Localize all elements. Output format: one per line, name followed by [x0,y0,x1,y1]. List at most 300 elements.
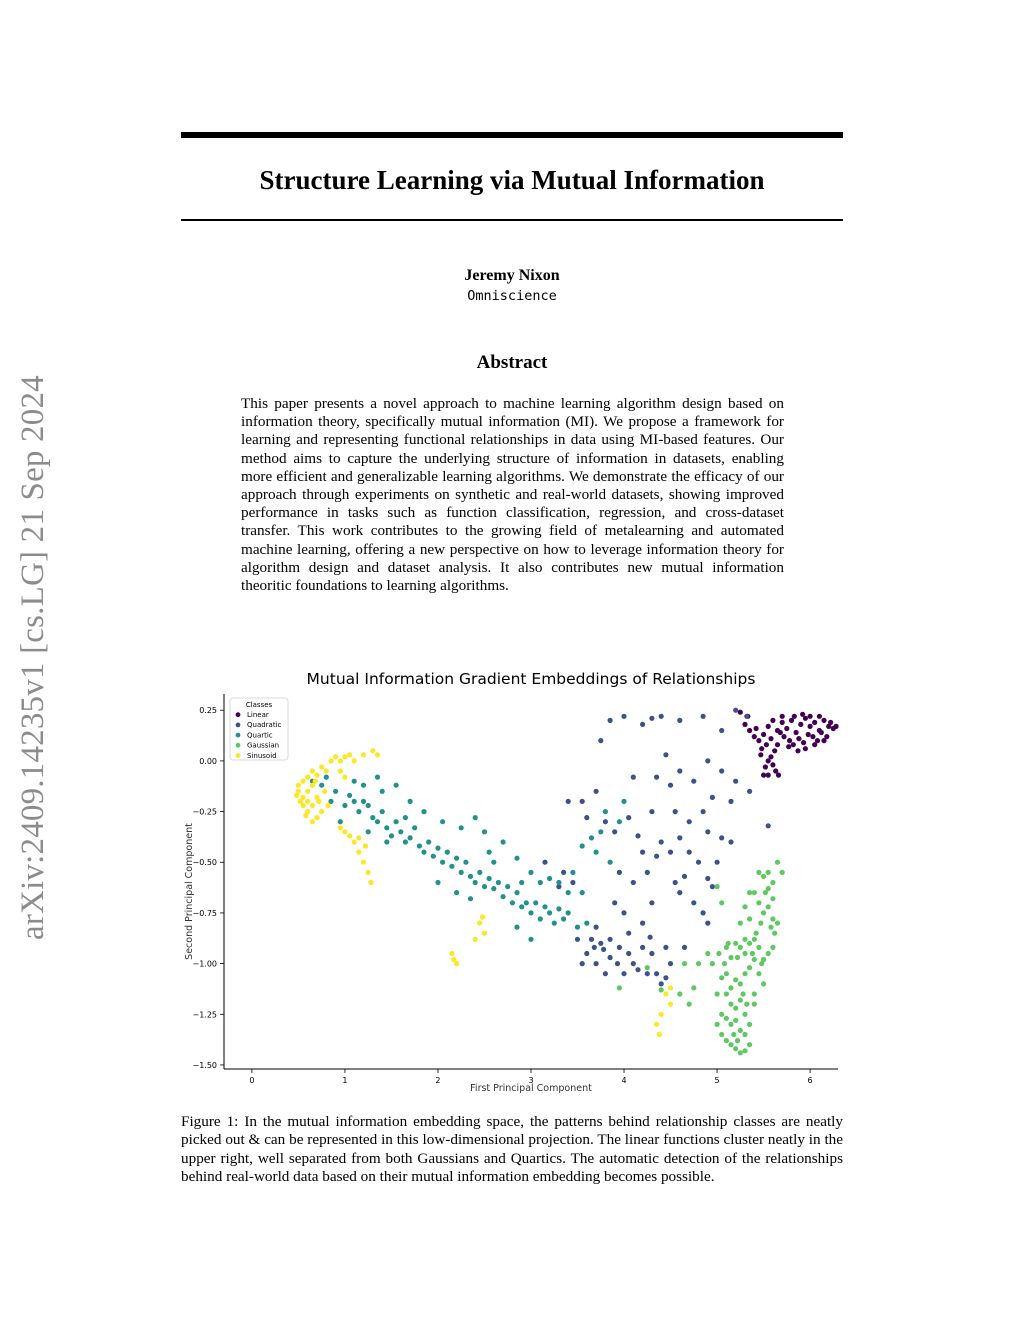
data-point-sinusoid [328,758,333,763]
data-point-sinusoid [668,985,673,990]
data-point-sinusoid [326,803,331,808]
data-point-gaussian [761,981,766,986]
data-point-sinusoid [347,833,352,838]
data-point-quadratic [626,951,631,956]
data-point-linear [821,738,826,743]
data-point-quartic [473,880,478,885]
title-top-rule [181,132,843,138]
data-point-quartic [487,876,492,881]
data-point-linear [756,738,761,743]
y-tick-label: −1.25 [192,1010,217,1020]
data-point-quadratic [654,775,659,780]
data-point-quartic [598,829,603,834]
data-point-quartic [621,799,626,804]
data-point-quadratic [561,870,566,875]
data-point-quadratic [640,945,645,950]
data-point-linear [768,736,773,741]
data-point-quadratic [592,945,597,950]
data-point-gaussian [724,1038,729,1043]
data-point-gaussian [682,961,687,966]
data-point-linear [763,764,768,769]
data-point-quadratic [654,971,659,976]
data-point-gaussian [735,1038,740,1043]
data-point-sinusoid [361,860,366,865]
data-point-linear [784,726,789,731]
data-point-quadratic [687,850,692,855]
data-point-linear [766,758,771,763]
data-point-quartic [580,890,585,895]
data-point-gaussian [747,941,752,946]
data-point-linear [806,732,811,737]
data-point-gaussian [691,985,696,990]
data-point-quadratic [719,728,724,733]
legend-marker-quartic [236,733,241,738]
x-tick-label: 4 [621,1076,627,1085]
data-point-linear [761,732,766,737]
data-point-linear [770,718,775,723]
data-point-quartic [426,839,431,844]
data-point-gaussian [710,961,715,966]
data-point-quartic [580,843,585,848]
data-point-quartic [556,906,561,911]
data-point-quadratic [640,921,645,926]
y-tick-label: −0.50 [192,858,217,868]
data-point-sinusoid [657,1032,662,1037]
data-point-sinusoid [310,819,315,824]
data-point-gaussian [742,1032,747,1037]
data-point-quadratic [663,975,668,980]
data-point-sinusoid [363,843,368,848]
data-point-gaussian [775,860,780,865]
data-point-quartic [514,925,519,930]
data-point-quadratic [733,779,738,784]
data-point-quadratic [584,815,589,820]
data-point-gaussian [716,951,721,956]
data-point-gaussian [744,1002,749,1007]
data-point-quadratic [673,809,678,814]
data-point-quadratic [626,931,631,936]
data-point-quartic [403,815,408,820]
data-point-linear [795,748,800,753]
data-point-quadratic [719,835,724,840]
data-point-quadratic [580,799,585,804]
x-tick-label: 6 [807,1076,813,1085]
data-point-quadratic [594,925,599,930]
data-point-quadratic [701,714,706,719]
data-point-gaussian [754,931,759,936]
legend-title: Classes [245,701,273,709]
data-point-quartic [547,910,552,915]
data-point-gaussian [738,1028,743,1033]
x-tick-label: 0 [249,1076,255,1085]
data-point-linear [781,734,786,739]
data-point-sinusoid [375,752,380,757]
data-point-quartic [501,894,506,899]
data-point-linear [759,746,764,751]
data-point-gaussian [742,904,747,909]
data-point-quartic [547,876,552,881]
data-point-quartic [403,839,408,844]
data-point-quartic [575,925,580,930]
data-point-quartic [449,864,454,869]
author-name: Jeremy Nixon [464,267,560,284]
data-point-quadratic [566,799,571,804]
data-point-quartic [421,809,426,814]
x-tick-label: 1 [342,1076,348,1085]
data-point-quadratic [601,947,606,952]
data-point-linear [742,722,747,727]
data-point-quadratic [701,809,706,814]
data-point-quadratic [615,961,620,966]
data-point-gaussian [687,1002,692,1007]
data-point-quartic [440,860,445,865]
legend-marker-quadratic [236,723,241,728]
data-point-linear [798,722,803,727]
data-point-gaussian [756,900,761,905]
chart-title: Mutual Information Gradient Embeddings of Relationships [306,670,756,688]
data-point-sinusoid [473,937,478,942]
data-point-quadratic [673,880,678,885]
data-point-linear [791,742,796,747]
data-point-sinusoid [314,773,319,778]
data-point-gaussian [752,1002,757,1007]
data-point-sinusoid [356,850,361,855]
data-point-quartic [454,890,459,895]
data-point-quadratic [589,937,594,942]
data-point-quadratic [612,900,617,905]
data-point-sinusoid [659,1012,664,1017]
data-point-gaussian [766,870,771,875]
data-point-gaussian [752,991,757,996]
data-point-quartic [347,793,352,798]
data-point-quartic [370,815,375,820]
data-point-quadratic [733,708,738,713]
data-point-quartic [389,833,394,838]
data-point-quadratic [719,768,724,773]
data-point-quartic [435,846,440,851]
data-point-quartic [361,783,366,788]
data-point-quadratic [649,900,654,905]
data-point-linear [758,752,763,757]
data-point-sinusoid [356,835,361,840]
data-point-gaussian [747,916,752,921]
legend-label-quartic: Quartic [247,731,273,740]
data-point-gaussian [766,904,771,909]
data-point-gaussian [728,955,733,960]
data-point-sinusoid [314,815,319,820]
data-point-quartic [505,884,510,889]
data-point-quadratic [728,799,733,804]
data-point-sinusoid [305,789,310,794]
data-point-gaussian [761,910,766,915]
data-point-quadratic [668,961,673,966]
data-point-quadratic [677,890,682,895]
data-point-gaussian [747,1022,752,1027]
data-point-sinusoid [310,803,315,808]
data-point-quartic [408,799,413,804]
data-point-quadratic [687,819,692,824]
data-point-gaussian [770,880,775,885]
data-point-sinusoid [310,768,315,773]
data-point-quartic [417,843,422,848]
data-point-gaussian [756,945,761,950]
data-point-quadratic [728,839,733,844]
data-point-gaussian [738,998,743,1003]
data-point-linear [794,730,799,735]
data-point-quartic [352,799,357,804]
data-point-gaussian [775,921,780,926]
data-point-gaussian [770,916,775,921]
data-point-quartic [570,870,575,875]
data-point-sinusoid [303,813,308,818]
data-point-gaussian [766,951,771,956]
data-point-sinusoid [352,839,357,844]
data-point-quartic [566,890,571,895]
y-tick-label: 0.25 [199,706,217,716]
y-tick-label: −0.75 [192,908,217,918]
data-point-quadratic [621,714,626,719]
legend-marker-linear [236,712,241,717]
data-point-gaussian [715,884,720,889]
data-point-gaussian [724,971,729,976]
data-point-quadratic [594,789,599,794]
data-point-linear [772,748,777,753]
data-point-quartic [519,904,524,909]
data-point-sinusoid [338,768,343,773]
data-point-quartic [608,860,613,865]
data-point-quadratic [705,921,710,926]
data-point-linear [800,712,805,717]
data-point-quartic [384,839,389,844]
legend-marker-gaussian [236,743,241,748]
data-point-gaussian [617,985,622,990]
data-point-quartic [552,921,557,926]
data-point-linear [780,720,785,725]
data-point-sinusoid [361,752,366,757]
data-point-quadratic [654,854,659,859]
data-point-quartic [617,819,622,824]
data-point-quadratic [631,775,636,780]
data-point-sinusoid [663,991,668,996]
legend-label-quadratic: Quadratic [247,721,282,730]
data-point-gaussian [719,975,724,980]
data-point-quartic [561,916,566,921]
legend-label-gaussian: Gaussian [247,741,280,750]
data-point-sinusoid [294,793,299,798]
data-point-quadratic [603,819,608,824]
data-point-quartic [356,809,361,814]
data-point-gaussian [722,961,727,966]
data-point-gaussian [733,977,738,982]
data-point-quartic [538,880,543,885]
data-point-linear [752,734,757,739]
paper-title: Structure Learning via Mutual Information [259,165,765,195]
data-point-quartic [324,775,329,780]
data-point-linear [787,738,792,743]
data-point-quadratic [635,833,640,838]
data-point-quartic [514,890,519,895]
data-point-quadratic [715,860,720,865]
data-point-sinusoid [342,754,347,759]
data-point-quadratic [691,900,696,905]
data-point-gaussian [758,921,763,926]
data-point-quadratic [649,716,654,721]
data-point-sinusoid [322,789,327,794]
data-point-quartic [366,829,371,834]
data-point-gaussian [741,991,746,996]
x-tick-label: 5 [714,1076,720,1085]
data-point-quartic [408,835,413,840]
data-point-quartic [352,779,357,784]
data-point-gaussian [728,1002,733,1007]
data-point-gaussian [750,951,755,956]
data-point-gaussian [719,1032,724,1037]
data-point-quartic [375,819,380,824]
data-point-quartic [487,850,492,855]
data-point-quartic [333,789,338,794]
data-point-linear [778,730,783,735]
data-point-gaussian [735,955,740,960]
data-point-quartic [566,910,571,915]
data-point-gaussian [645,965,650,970]
data-point-linear [834,724,839,729]
data-point-quadratic [705,758,710,763]
data-point-linear [764,742,769,747]
data-point-linear [747,728,752,733]
data-point-sinusoid [480,914,485,919]
data-point-quartic [459,870,464,875]
data-point-sinusoid [342,775,347,780]
data-point-quartic [556,880,561,885]
data-point-gaussian [742,971,747,976]
data-point-quartic [463,860,468,865]
data-point-sinusoid [313,779,318,784]
data-point-quartic [394,783,399,788]
data-point-quadratic [640,722,645,727]
data-point-gaussian [770,896,775,901]
data-point-quadratic [575,937,580,942]
data-point-sinusoid [654,1022,659,1027]
data-point-quartic [594,850,599,855]
data-point-quadratic [705,829,710,834]
data-point-gaussian [733,1006,738,1011]
data-point-quartic [584,921,589,926]
data-point-linear [775,742,780,747]
data-point-sinusoid [482,931,487,936]
data-point-quadratic [631,880,636,885]
data-point-quadratic [542,860,547,865]
data-point-linear [796,736,801,741]
data-point-quadratic [612,829,617,834]
data-point-sinusoid [338,758,343,763]
data-point-quadratic [682,874,687,879]
data-point-gaussian [728,1022,733,1027]
data-point-quadratic [621,971,626,976]
data-point-quartic [375,775,380,780]
data-point-gaussian [719,1012,724,1017]
data-point-linear [780,714,785,719]
data-point-linear [808,714,813,719]
data-point-quadratic [649,809,654,814]
data-point-quadratic [710,795,715,800]
data-point-sinusoid [352,758,357,763]
figure-caption: Figure 1: In the mutual information embedding space, the patterns behind relationship classes are neatly picked out & can be represented in this low-dimensional projection. The linear functions cluster neatly in the upper right, well separated from both Gaussians and Quartics. The automatic detection of the relationships behind real-world data based on their mutual information embedding becomes possible. [181,1113,843,1186]
data-point-quadratic [617,870,622,875]
data-point-linear [766,724,771,729]
data-point-quartic [491,860,496,865]
data-point-quadratic [645,870,650,875]
legend-marker-sinusoid [236,753,241,758]
data-point-gaussian [752,937,757,942]
data-point-quartic [473,815,478,820]
x-axis-label: First Principal Component [470,1083,592,1094]
data-point-quartic [338,819,343,824]
data-point-sinusoid [324,768,329,773]
data-point-quartic [528,870,533,875]
data-point-linear [812,742,817,747]
data-point-gaussian [738,945,743,950]
data-point-gaussian [724,991,729,996]
data-point-gaussian [738,1050,743,1055]
data-point-quadratic [594,961,599,966]
data-point-gaussian [742,937,747,942]
legend-label-linear: Linear [247,711,269,719]
data-point-sinusoid [301,779,306,784]
data-point-quartic [542,904,547,909]
data-point-sinusoid [296,783,301,788]
data-point-quadratic [744,714,749,719]
data-point-quartic [421,850,426,855]
data-point-sinusoid [449,951,454,956]
data-point-quadratic [668,850,673,855]
data-point-quartic [589,835,594,840]
data-point-gaussian [742,1012,747,1017]
data-point-gaussian [761,874,766,879]
data-point-quadratic [608,937,613,942]
data-point-gaussian [696,961,701,966]
data-point-linear [808,724,813,729]
data-point-sinusoid [338,825,343,830]
scatter-figure [180,664,844,1100]
data-point-linear [754,726,759,731]
data-point-gaussian [731,1032,736,1037]
data-point-quartic [524,900,529,905]
data-point-quadratic [705,876,710,881]
data-point-quadratic [677,718,682,723]
data-point-sinusoid [477,921,482,926]
x-tick-label: 2 [435,1076,441,1085]
data-point-sinusoid [366,870,371,875]
data-point-quadratic [584,951,589,956]
data-point-quadratic [603,971,608,976]
data-point-linear [821,718,826,723]
data-point-quartic [380,809,385,814]
data-point-quadratic [617,945,622,950]
data-point-linear [819,730,824,735]
data-point-gaussian [770,945,775,950]
data-point-quartic [412,825,417,830]
legend-label-sinusoid: Sinusoid [247,751,277,760]
data-point-linear [801,740,806,745]
data-point-quadratic [648,935,653,940]
data-point-sinusoid [370,748,375,753]
y-axis-label: Second Principal Component [184,823,195,960]
x-tick-label: 3 [528,1076,534,1085]
data-point-quadratic [621,910,626,915]
data-point-sinusoid [342,829,347,834]
data-point-quartic [482,829,487,834]
data-point-quartic [445,850,450,855]
